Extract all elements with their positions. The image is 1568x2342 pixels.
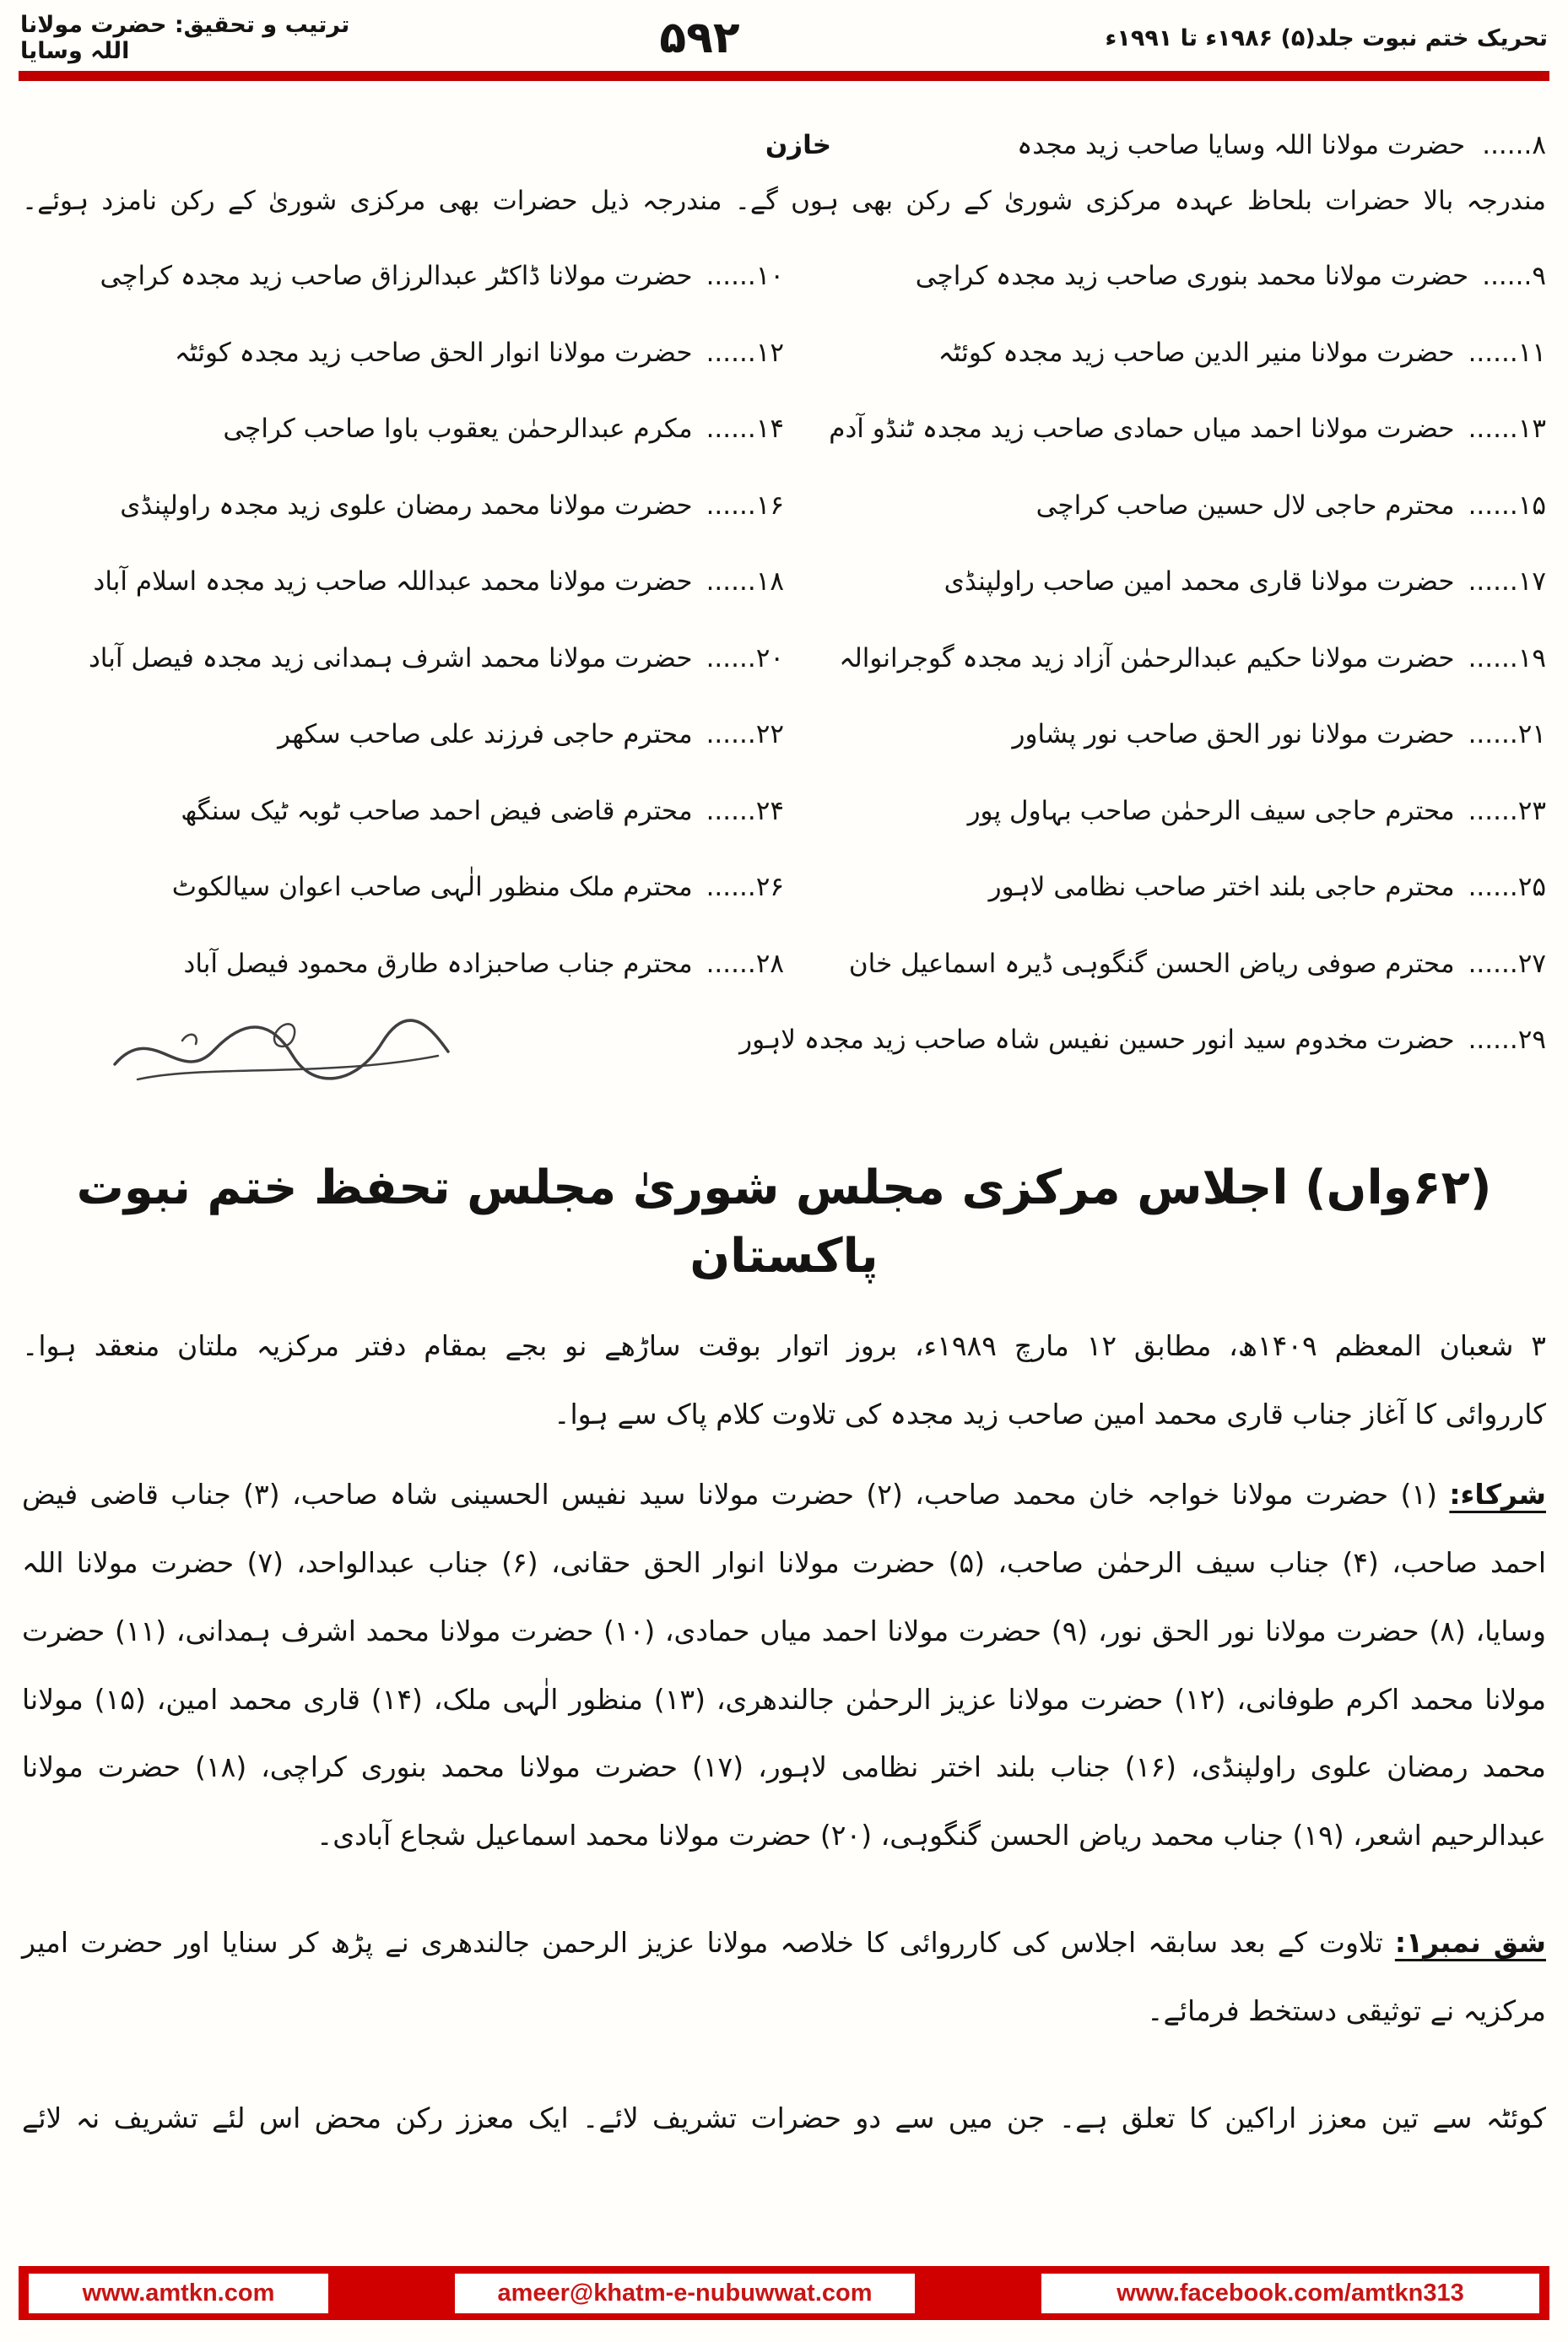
member-entry	[22, 257, 784, 296]
member-row	[22, 257, 1546, 296]
treasurer-row	[22, 130, 1546, 160]
member-number: ۱۶......	[706, 489, 784, 521]
member-number: ۲۶......	[706, 872, 784, 902]
clause-text: تلاوت کے بعد سابقہ اجلاس کی کارروائی کا خلاصہ مولانا عزیز الرحمن جالندھری نے پڑھ کر سنایا اور حضرت امیر مرکزیہ نے توثیقی دستخط فرمائے۔	[22, 1926, 1546, 2027]
page-number: ۵۹۲	[659, 13, 740, 63]
member-row	[22, 409, 1546, 449]
participants-paragraph	[22, 1461, 1546, 1870]
footer-website-link[interactable]: www.amtkn.com	[29, 2274, 328, 2313]
member-number: ۲۱......	[1468, 719, 1546, 749]
member-name: محترم حاجی فرزند علی صاحب سکھر	[278, 719, 693, 749]
member-row	[22, 792, 1546, 831]
member-name: حضرت مولانا انوار الحق صاحب زید مجدہ کوئٹہ	[174, 337, 693, 368]
member-entry	[784, 715, 1546, 755]
footer-facebook-link[interactable]: www.facebook.com/amtkn313	[1041, 2274, 1539, 2313]
member-row	[22, 486, 1546, 526]
member-entry	[22, 562, 784, 602]
meeting-heading: (۶۲واں) اجلاس مرکزی مجلس شوریٰ مجلس تحفظ ختم نبوت پاکستان	[76, 1160, 1492, 1285]
page-body	[0, 130, 1568, 2153]
member-number: ۲۸......	[706, 948, 784, 979]
member-row	[22, 944, 1546, 984]
member-number: ۱۱......	[1468, 337, 1546, 368]
member-number: ۲۹......	[1468, 1025, 1546, 1055]
member-entry	[22, 486, 784, 526]
member-number: ۲۲......	[706, 719, 784, 749]
member-name: حضرت مخدوم سید انور حسین نفیس شاہ صاحب زید مجدہ لاہور	[739, 1025, 1455, 1055]
member-entry	[784, 639, 1546, 679]
member-number: ۹......	[1482, 261, 1546, 291]
member-number: ۱۴......	[706, 414, 784, 444]
closing-line: کوئٹہ سے تین معزز اراکین کا تعلق ہے۔ جن میں سے دو حضرات تشریف لائے۔ ایک معزز رکن محض اس لئے تشریف نہ لائے	[22, 2101, 1546, 2134]
member-entry	[784, 333, 1546, 373]
member-row	[22, 562, 1546, 602]
members-list	[22, 257, 1546, 1122]
member-entry	[784, 486, 1546, 526]
member-name: حضرت مولانا قاری محمد امین صاحب راولپنڈی	[944, 566, 1455, 597]
member-number: ۱۵......	[1468, 489, 1546, 521]
member-entry	[22, 715, 784, 755]
member-name: محترم صوفی ریاض الحسن گنگوہی ڈیرہ اسماعیل خان	[848, 948, 1455, 979]
header-divider-rule	[19, 71, 1549, 81]
member-entry	[784, 562, 1546, 602]
editor-credit: ترتیب و تحقیق: حضرت مولانا اللہ وسایا	[20, 12, 350, 64]
member-name: حضرت مولانا ڈاکٹر عبدالرزاق صاحب زید مجدہ کراچی	[100, 261, 693, 291]
page-footer-bar	[19, 2266, 1549, 2320]
member-number: ۲۳......	[1468, 795, 1546, 826]
member-name: حضرت مولانا اللہ وسایا صاحب زید مجدہ	[1017, 130, 1466, 160]
member-name: حضرت مولانا محمد عبداللہ صاحب زید مجدہ اسلام آباد	[93, 566, 693, 597]
page-header	[0, 0, 1568, 68]
clause-label: شق نمبر۱:	[1394, 1926, 1546, 1960]
member-entry	[22, 409, 784, 449]
member-number: ۲۰......	[706, 642, 784, 673]
participants-text: (۱) حضرت مولانا خواجہ خان محمد صاحب، (۲) حضرت مولانا سید نفیس الحسینی شاہ صاحب، (۳) جناب قاضی فیض احمد صاحب، (۴) جناب سیف الرحمٰن صاحب، (۵) حضرت مولانا انوار الحق حقانی، (۶) جناب عبدالواحد، (۷) حضرت مولانا اللہ وسایا، (۸) حضرت مولانا نور الحق نور، (۹) حضرت مولانا احمد میاں حمادی، (۱۰) حضرت مولانا محمد اشرف ہمدانی، (۱۱) حضرت مولانا محمد اکرم طوفانی، (۱۲) حضرت مولانا عزیز الرحمٰن جالندھری، (۱۳) منظور الٰہی ملک، (۱۴) قاری محمد امین، (۱۵) مولانا محمد رمضان علوی راولپنڈی، (۱۶) جناب بلند اختر نظامی لاہور، (۱۷) حضرت مولانا محمد بنوری کراچی، (۱۸) حضرت مولانا عبدالرحیم اشعر، (۱۹) جناب محمد ریاض الحسن گنگوہی، (۲۰) حضرت مولانا محمد اسماعیل شجاع آبادی۔	[22, 1478, 1547, 1853]
member-number: ۲۷......	[1468, 948, 1546, 979]
member-entry	[22, 944, 784, 984]
member-name: حضرت مولانا حکیم عبدالرحمٰن آزاد زید مجدہ گوجرانوالہ	[839, 642, 1455, 673]
member-name: حضرت مولانا محمد اشرف ہمدانی زید مجدہ فیصل آباد	[89, 642, 693, 673]
member-name: حضرت مولانا احمد میاں حمادی صاحب زید مجدہ ٹنڈو آدم	[829, 414, 1455, 444]
member-name: حضرت مولانا محمد بنوری صاحب زید مجدہ کراچی	[915, 261, 1469, 291]
member-number: ۱۷......	[1468, 566, 1546, 597]
member-entry	[784, 792, 1546, 831]
members-intro-text: مندرجہ بالا حضرات بلحاظ عہدہ مرکزی شوریٰ کے رکن بھی ہوں گے۔ مندرجہ ذیل حضرات بھی مرکزی شوریٰ کے رکن نامزد ہوئے۔	[22, 186, 1546, 216]
member-number: ۱۲......	[706, 337, 784, 368]
member-number: ۸......	[1482, 130, 1546, 160]
member-number: ۲۵......	[1468, 872, 1546, 902]
member-entry	[22, 333, 784, 373]
member-row	[22, 639, 1546, 679]
member-entry	[784, 944, 1546, 984]
member-row	[22, 333, 1546, 373]
footer-email-link[interactable]: ameer@khatm-e-nubuwwat.com	[455, 2274, 915, 2313]
member-number: ۱۸......	[706, 566, 784, 597]
member-row-last	[22, 1020, 1546, 1122]
meeting-date-line: ۳ شعبان المعظم ۱۴۰۹ھ، مطابق ۱۲ مارچ ۱۹۸۹ء، بروز اتوار بوقت ساڑھے نو بجے بمقام دفتر مرکزیہ ملتان منعقد ہوا۔	[22, 1329, 1546, 1363]
member-number: ۱۰......	[706, 261, 784, 291]
member-name: مکرم عبدالرحمٰن یعقوب باوا صاحب کراچی	[223, 414, 693, 444]
member-name: محترم حاجی بلند اختر صاحب نظامی لاہور	[988, 872, 1455, 902]
member-number: ۲۴......	[706, 795, 784, 826]
member-entry	[784, 257, 1546, 296]
member-name: محترم حاجی لال حسین صاحب کراچی	[1035, 489, 1455, 521]
member-entry	[22, 868, 784, 907]
member-name: محترم قاضی فیض احمد صاحب ٹوبہ ٹیک سنگھ	[181, 795, 693, 826]
member-entry	[22, 792, 784, 831]
member-entry	[784, 409, 1546, 449]
member-name: حضرت مولانا منیر الدین صاحب زید مجدہ کوئٹہ	[938, 337, 1455, 368]
meeting-opening-line: کارروائی کا آغاز جناب قاری محمد امین صاحب زید مجدہ کی تلاوت کلام پاک سے ہوا۔	[554, 1398, 1546, 1431]
member-row	[22, 715, 1546, 755]
member-number: ۱۳......	[1468, 414, 1546, 444]
member-name: حضرت مولانا نور الحق صاحب نور پشاور	[1012, 719, 1455, 749]
member-name: حضرت مولانا محمد رمضان علوی زید مجدہ راولپنڈی	[120, 489, 693, 521]
member-row	[22, 868, 1546, 907]
member-name: محترم جناب صاحبزادہ طارق محمود فیصل آباد	[183, 948, 693, 979]
clause-paragraph	[22, 1909, 1546, 2046]
book-title: تحریک ختم نبوت جلد(۵) ۱۹۸۶ء تا ۱۹۹۱ء	[1105, 24, 1548, 51]
member-entry	[22, 639, 784, 679]
member-role: خازن	[765, 130, 832, 160]
member-entry	[784, 868, 1546, 907]
handwritten-signature	[102, 1005, 465, 1098]
participants-label: شرکاء:	[1449, 1478, 1546, 1512]
member-name: محترم ملک منظور الٰہی صاحب اعوان سیالکوٹ	[171, 872, 693, 902]
member-number: ۱۹......	[1468, 642, 1546, 673]
member-name: محترم حاجی سیف الرحمٰن صاحب بہاول پور	[967, 795, 1455, 826]
member-entry	[739, 1020, 1546, 1122]
